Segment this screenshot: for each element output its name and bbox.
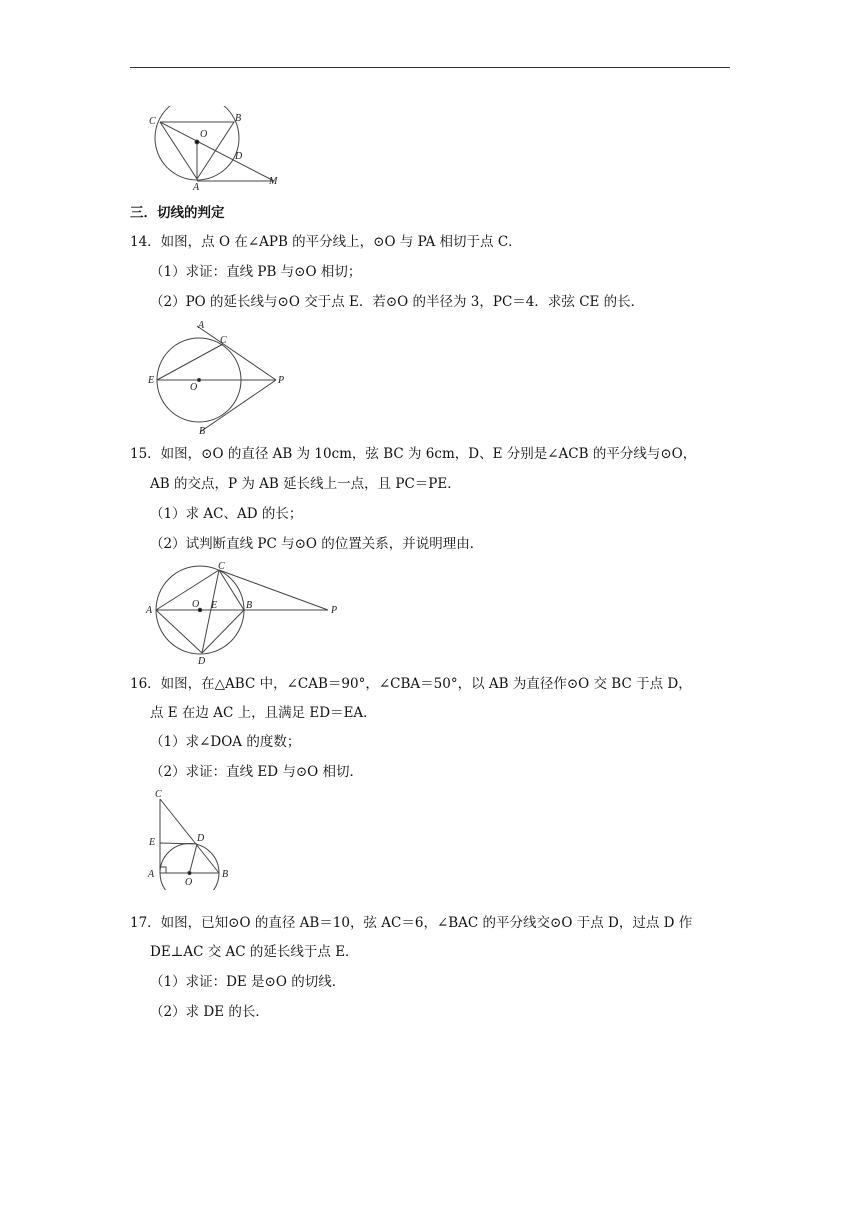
label-p: P: [278, 375, 285, 386]
bisector-cd: [202, 570, 219, 653]
chord-ce: [157, 344, 223, 380]
q15-line-1: 15．如图，⊙O 的直径 AB 为 10cm，弦 BC 为 6cm，D、E 分别是∠ACB 的平分线与⊙O，: [130, 446, 697, 462]
q16-part-2: （2）求证：直线 ED 与⊙O 相切．: [150, 764, 364, 780]
label-a: A: [148, 869, 155, 880]
chord-ad: [156, 610, 202, 653]
chord-db: [202, 610, 244, 653]
q15-part-1: （1）求 AC、AD 的长；: [150, 506, 303, 522]
label-o: O: [190, 382, 198, 393]
label-o: O: [185, 877, 193, 888]
label-b: B: [222, 869, 229, 880]
q17-part-2: （2）求 DE 的长．: [150, 1004, 269, 1020]
q15-line-2: AB 的交点，P 为 AB 延长线上一点，且 PC＝PE．: [150, 476, 461, 492]
side-cb: [160, 799, 219, 873]
section-heading: 三．切线的判定: [130, 205, 225, 221]
center-point: [188, 871, 191, 874]
label-a: A: [146, 605, 153, 616]
q14-line-1: 14．如图，点 O 在∠APB 的平分线上，⊙O 与 PA 相切于点 C．: [130, 234, 522, 250]
label-o: O: [192, 599, 200, 610]
q14-part-1: （1）求证：直线 PB 与⊙O 相切；: [150, 264, 362, 280]
header-rule: [130, 67, 730, 68]
label-a: A: [193, 182, 200, 193]
tangent-pb: [200, 380, 276, 432]
q16-part-1: （1）求∠DOA 的度数；: [150, 734, 301, 750]
label-d: D: [197, 833, 205, 844]
center-point: [195, 140, 199, 144]
label-b: B: [199, 426, 206, 437]
figure-q15: [140, 558, 350, 668]
label-d: D: [235, 151, 243, 162]
line-cm: [160, 122, 274, 181]
label-b: B: [235, 113, 242, 124]
segment-od: [190, 844, 198, 873]
q17-line-1: 17．如图，已知⊙O 的直径 AB＝10，弦 AC＝6，∠BAC 的平分线交⊙O 于点 D，过点 D 作: [130, 915, 693, 931]
label-e: E: [211, 600, 218, 611]
chord-ac: [156, 570, 219, 610]
figure-q14: [140, 316, 300, 438]
tangent-pa: [197, 326, 276, 380]
center-point: [198, 379, 201, 382]
label-a: A: [198, 320, 205, 331]
label-b: B: [246, 600, 253, 611]
q17-line-2: DE⊥AC 交 AC 的延长线于点 E．: [150, 944, 359, 960]
label-d: D: [198, 656, 206, 667]
label-e: E: [149, 837, 156, 848]
label-p: P: [331, 605, 338, 616]
q14-part-2: （2）PO 的延长线与⊙O 交于点 E．若⊙O 的半径为 3，PC＝4．求弦 CE 的长．: [150, 294, 645, 310]
label-c: C: [220, 335, 227, 346]
label-c: C: [149, 116, 156, 127]
label-c: C: [218, 561, 225, 572]
label-m: M: [269, 176, 278, 187]
q17-part-1: （1）求证：DE 是⊙O 的切线．: [150, 974, 346, 990]
label-c: C: [155, 789, 162, 800]
q16-line-1: 16．如图，在△ABC 中，∠CAB＝90°，∠CBA＝50°，以 AB 为直径作⊙O 交 BC 于点 D，: [130, 676, 692, 692]
q15-part-2: （2）试判断直线 PC 与⊙O 的位置关系，并说明理由．: [150, 536, 484, 552]
figure-q16: [140, 786, 250, 890]
chord-cb: [219, 570, 244, 610]
label-o: O: [200, 129, 208, 140]
q16-line-2: 点 E 在边 AC 上，且满足 ED＝EA．: [150, 705, 377, 721]
label-e: E: [148, 375, 155, 386]
figure-q13: [140, 106, 290, 196]
line-cp: [219, 570, 328, 610]
